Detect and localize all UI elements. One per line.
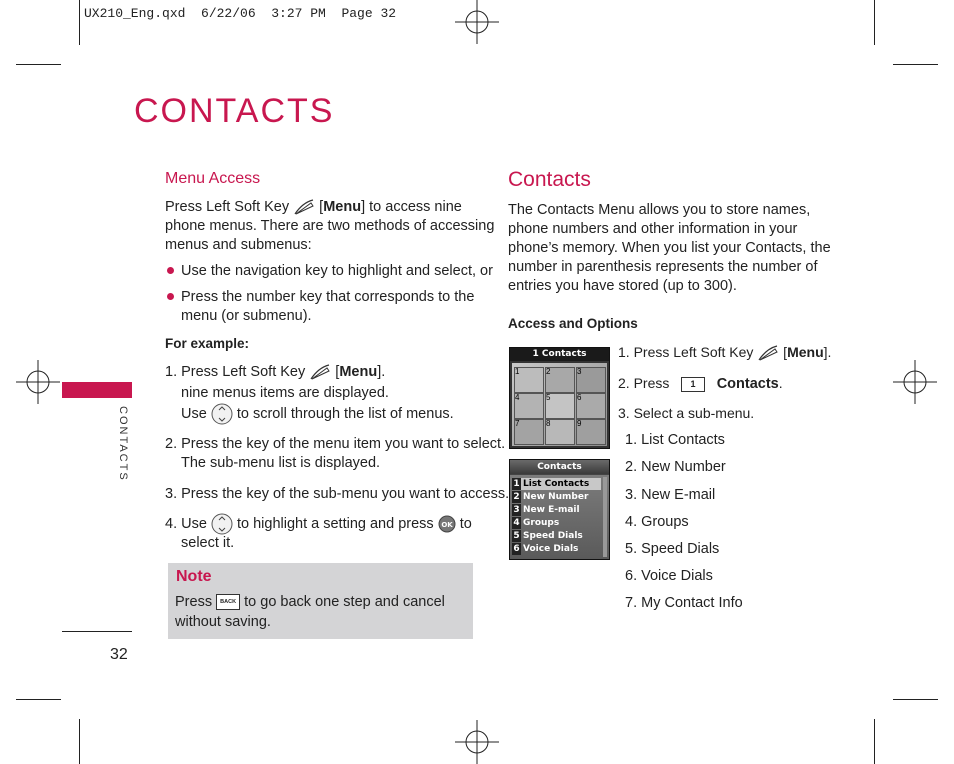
row-label: Groups <box>523 518 560 528</box>
step1-line-b: nine menus items are displayed. <box>181 385 389 401</box>
submenu-item: 6. Voice Dials <box>625 568 713 584</box>
registration-mark-icon <box>893 360 937 404</box>
screen-menu-row-selected <box>512 478 601 490</box>
row-label: Speed Dials <box>523 531 583 541</box>
step4-use: 4. Use <box>165 515 207 532</box>
access-options-heading: Access and Options <box>508 316 638 331</box>
desc-line: phone’s memory. When you list your Contacts, the <box>508 240 831 256</box>
grid-number: 9 <box>577 419 582 428</box>
example-step-4-cont: select it. <box>181 535 235 551</box>
access-step2-contacts: Contacts <box>716 376 779 392</box>
step1-menu: Menu <box>339 364 378 380</box>
left-soft-key-icon <box>293 198 315 216</box>
phone-screen-main-menu <box>509 347 610 449</box>
screen-title-bar: Contacts <box>510 460 609 474</box>
submenu-item: 3. New E-mail <box>625 487 716 503</box>
ok-key-icon <box>438 515 456 533</box>
crop-mark <box>79 719 80 764</box>
screen-menu-row <box>512 530 601 542</box>
crop-mark <box>79 0 80 45</box>
note-press: Press <box>175 594 213 610</box>
submenu-item: 1. List Contacts <box>625 432 725 448</box>
crop-mark <box>16 699 61 700</box>
submenu-item: 5. Speed Dials <box>625 541 720 557</box>
note-line-1 <box>175 593 445 612</box>
note-back-text: to go back one step and cancel <box>244 594 445 610</box>
example-label: For example: <box>165 336 250 351</box>
contacts-heading: Contacts <box>508 168 591 191</box>
example-step-3: 3. Press the key of the sub-menu you want to access. <box>165 486 510 502</box>
svg-text:OK: OK <box>441 521 453 529</box>
bullet-item: Use the navigation key to highlight and select, or <box>181 263 493 279</box>
page-number-rule <box>62 631 132 632</box>
grid-number: 1 <box>515 367 520 376</box>
contacts-description <box>508 201 831 296</box>
screen-menu-row <box>512 491 601 503</box>
intro-text-a: Press Left Soft Key <box>165 199 290 215</box>
screen-scrollbar <box>603 477 607 557</box>
row-label: New E-mail <box>523 505 580 515</box>
back-key-icon: BACK <box>216 594 240 610</box>
bullet-dot <box>167 267 174 274</box>
access-step1-text: 1. Press Left Soft Key <box>618 344 754 360</box>
screen-menu-row <box>512 517 601 529</box>
desc-line: phone numbers and other information in your <box>508 221 798 237</box>
step1-use: Use <box>181 405 207 422</box>
intro-text-b: to access nine <box>369 199 462 215</box>
row-label: List Contacts <box>523 479 590 489</box>
row-num: 5 <box>513 531 520 541</box>
example-step-2: 2. Press the key of the menu item you want to select. <box>165 436 506 452</box>
menu-access-heading: Menu Access <box>165 170 261 187</box>
side-tab-label-wrap <box>117 406 131 486</box>
desc-line: The Contacts Menu allows you to store names, <box>508 202 811 218</box>
file-info-header: UX210_Eng.qxd 6/22/06 3:27 PM Page 32 <box>84 6 397 21</box>
screen-title-bar: 1 Contacts <box>510 348 609 361</box>
menu-key-label: Menu <box>323 199 362 215</box>
row-num: 6 <box>513 544 520 554</box>
row-num: 4 <box>513 518 520 528</box>
row-num: 1 <box>513 479 520 489</box>
submenu-item: 4. Groups <box>625 514 689 530</box>
row-label: New Number <box>523 492 589 502</box>
step1-text: 1. Press Left Soft Key <box>165 364 306 380</box>
side-tab-bar <box>62 382 132 398</box>
page-number: 32 <box>110 646 128 663</box>
desc-line: entries you have stored (up to 300). <box>508 278 737 294</box>
row-num: 3 <box>513 505 520 515</box>
bullet-item: Press the number key that corresponds to the <box>181 289 475 305</box>
grid-number: 3 <box>577 367 582 376</box>
grid-number: 2 <box>546 367 551 376</box>
crop-mark <box>874 719 875 764</box>
grid-number: 8 <box>546 419 551 428</box>
menu-access-intro: Press Left Soft Key [Menu] to access nine phone menus. There are two methods of accessing menus and submenus: <box>165 199 495 253</box>
submenu-item: 7. My Contact Info <box>625 595 743 611</box>
crop-mark <box>874 0 875 45</box>
left-soft-key-icon <box>757 344 779 362</box>
bullet-item-cont: menu (or submenu). <box>181 308 312 324</box>
step1-scroll: to scroll through the list of menus. <box>236 405 454 422</box>
registration-mark-icon <box>16 360 60 404</box>
crop-mark <box>16 64 61 65</box>
grid-number: 4 <box>515 393 520 402</box>
side-tab-label: CONTACTS <box>117 406 129 482</box>
crop-mark <box>893 64 938 65</box>
note-box <box>168 563 473 639</box>
row-label: Voice Dials <box>523 544 579 554</box>
access-step-1: 1. Press Left Soft Key [Menu]. <box>618 343 831 362</box>
example-step-1: 1. Press Left Soft Key [Menu]. <box>165 364 386 380</box>
menu-icon-grid <box>512 363 607 446</box>
intro-text-d: menus and submenus: <box>165 237 312 253</box>
example-step-2-cont: The sub-menu list is displayed. <box>181 455 381 471</box>
bullet-dot <box>167 293 174 300</box>
note-title: Note <box>176 568 212 585</box>
note-line-2: without saving. <box>175 614 271 630</box>
key-1-icon: 1 <box>681 377 705 392</box>
intro-text-c: phone menus. There are two methods of accessing <box>165 218 495 234</box>
navigation-key-icon <box>211 403 233 425</box>
step4-to: to <box>459 515 472 532</box>
grid-number: 6 <box>577 393 582 402</box>
desc-line: number in parenthesis represents the number of <box>508 259 818 275</box>
access-step1-menu: Menu <box>787 344 824 360</box>
grid-number: 7 <box>515 419 520 428</box>
example-step-4 <box>165 513 472 535</box>
access-step-3: 3. Select a sub-menu. <box>618 405 755 421</box>
navigation-key-icon <box>211 513 233 535</box>
submenu-item: 2. New Number <box>625 459 726 475</box>
page-title: CONTACTS <box>134 92 335 130</box>
row-num: 2 <box>513 492 520 502</box>
grid-number: 5 <box>546 393 551 402</box>
step4-highlight: to highlight a setting and press <box>236 515 434 532</box>
phone-screen-contacts-menu <box>509 459 610 560</box>
left-soft-key-icon <box>309 363 331 381</box>
screen-menu-row <box>512 543 601 555</box>
screen-menu-row <box>512 504 601 516</box>
access-step-2: 2. Press 1 Contacts. <box>618 375 783 392</box>
step1-line-c <box>181 403 454 425</box>
registration-mark-icon <box>455 720 499 764</box>
registration-mark-icon <box>455 0 499 44</box>
access-step2-text: 2. Press <box>618 375 670 391</box>
crop-mark <box>893 699 938 700</box>
